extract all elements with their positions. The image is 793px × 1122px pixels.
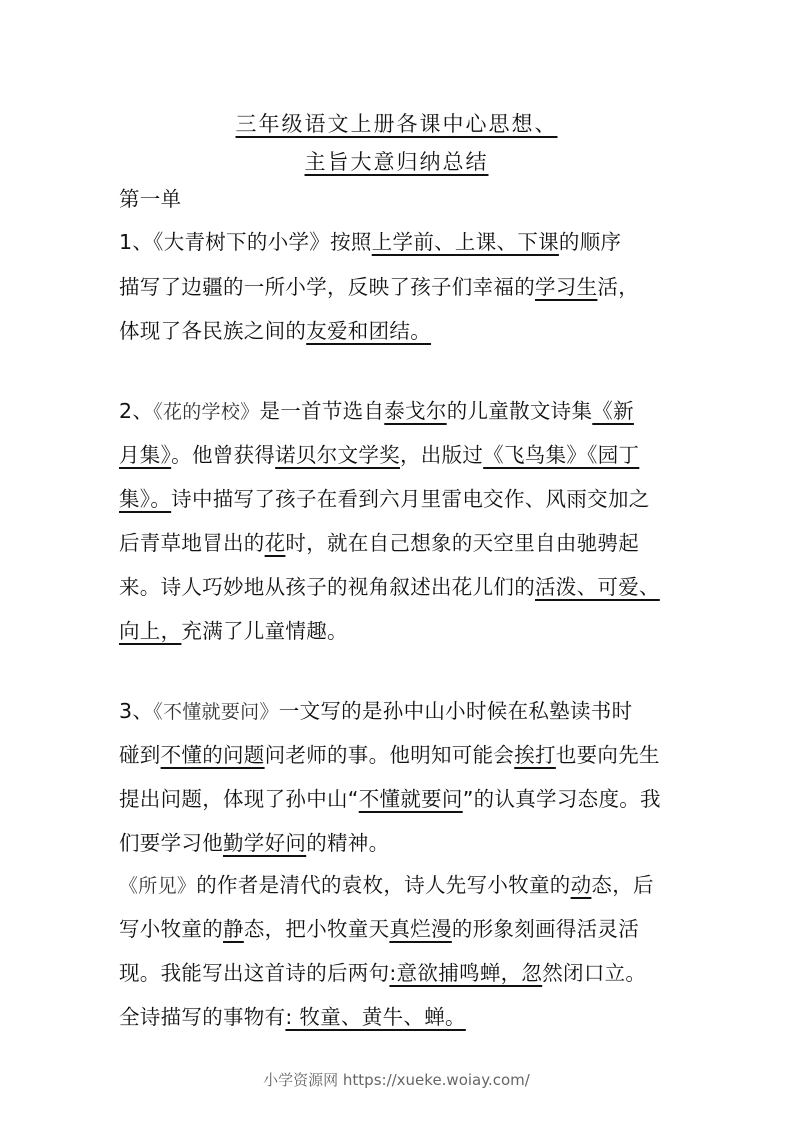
underlined-text: 活泼、可爱、 xyxy=(535,575,660,599)
text-segment: 的精神。 xyxy=(306,831,390,855)
text-segment: 的顺序 xyxy=(558,230,622,254)
text-line xyxy=(119,228,679,256)
title-text-2: 主旨大意归纳总结 xyxy=(304,150,489,174)
text-line xyxy=(119,397,679,426)
text-segment: 后青草地冒出的 xyxy=(119,531,265,555)
text-line xyxy=(119,871,679,900)
text-segment: 一文写的是孙中山小时候在私塾读书时 xyxy=(278,699,633,723)
text-line xyxy=(119,617,679,645)
text-segment: ，出版过 xyxy=(399,443,484,467)
underlined-text: 诺贝尔文学奖 xyxy=(275,443,400,467)
text-segment: 《花的学校》 xyxy=(153,401,260,423)
text-segment: 2、 xyxy=(119,399,154,423)
footer-watermark: 小学资源网 https://xueke.woiay.com/ xyxy=(263,1071,530,1089)
section-heading: 第一单 xyxy=(119,187,182,211)
text-line xyxy=(119,573,679,601)
underlined-text: 动 xyxy=(570,873,592,897)
text-line xyxy=(119,915,679,943)
title-line-1 xyxy=(0,108,793,138)
title-line-2 xyxy=(0,146,793,176)
text-segment: 然闭口立。 xyxy=(542,961,647,985)
text-segment: 的儿童散文诗集 xyxy=(446,399,593,423)
text-line xyxy=(119,317,679,345)
text-line xyxy=(119,1003,679,1031)
text-line xyxy=(119,697,679,726)
text-line xyxy=(119,529,679,557)
text-line xyxy=(119,829,679,857)
text-segment: 《不懂就要问》 xyxy=(153,701,279,723)
text-segment: 描写了边疆的一所小学，反映了孩子们幸福的 xyxy=(119,275,535,299)
title-text-1: 三年级语文上册各课中心思想、 xyxy=(235,112,558,136)
text-segment: 态，后 xyxy=(591,873,654,897)
underlined-text: 集》。 xyxy=(119,487,172,511)
text-segment: 3、 xyxy=(119,699,154,723)
underlined-text: 向上， xyxy=(119,619,182,643)
underlined-text: 上学前、上课、下课 xyxy=(371,230,559,254)
underlined-text: : 牧童、黄牛、蝉。 xyxy=(285,1005,466,1029)
text-segment: 是一首节选自 xyxy=(259,399,385,423)
text-segment: 全诗描写的事物有 xyxy=(119,1005,286,1029)
text-segment: 现。我能写出这首诗的后两句 xyxy=(119,961,390,985)
text-segment: 碰到 xyxy=(119,743,161,767)
text-segment: 。他曾获得 xyxy=(171,443,276,467)
underlined-text: 学习生 xyxy=(535,275,598,299)
text-line xyxy=(119,741,679,769)
text-segment: 问老师的事。他明知可能会 xyxy=(264,743,515,767)
text-line xyxy=(119,273,679,301)
text-segment: 来。诗人巧妙地从孩子的视角叙述出花儿们的 xyxy=(119,575,535,599)
text-segment: 的作者是清代的袁枚，诗人先写小牧童的 xyxy=(196,873,571,897)
text-segment: 的形象刻画得活灵活 xyxy=(451,917,640,941)
text-line xyxy=(119,485,679,513)
underlined-text: 静 xyxy=(223,917,244,941)
underlined-text: 《新 xyxy=(592,399,634,423)
underlined-text: 不懂就要问 xyxy=(358,787,463,811)
underlined-text: 月集》 xyxy=(119,443,172,467)
text-segment: 《所见》 xyxy=(119,875,197,897)
text-segment: 时，就在自己想象的天空里自由驰骋起 xyxy=(285,531,640,555)
underlined-text: 泰戈尔 xyxy=(384,399,447,423)
underlined-text: 真烂漫 xyxy=(389,917,452,941)
underlined-text: 挨打 xyxy=(514,743,556,767)
text-segment: 活， xyxy=(597,275,640,299)
text-segment: 1、 xyxy=(119,230,154,254)
text-segment: 态，把小牧童天 xyxy=(243,917,390,941)
text-segment: 们要学习他 xyxy=(119,831,223,855)
text-line xyxy=(119,441,679,469)
text-segment: 写小牧童的 xyxy=(119,917,223,941)
text-segment: ”的认真学习态度。我 xyxy=(462,787,661,811)
text-segment: 诗中描写了孩子在看到六月里雷电交作、风雨交加之 xyxy=(171,487,650,511)
text-segment: 《大青树下的小学》按照 xyxy=(153,230,372,254)
underlined-text: 不懂的问题 xyxy=(160,743,265,767)
underlined-text: :意欲捕鸣蝉，忽 xyxy=(389,961,543,985)
underlined-text: 花 xyxy=(264,531,286,555)
text-segment: 体现了各民族之间的 xyxy=(119,319,307,343)
underlined-text: 《飞鸟集》《园丁 xyxy=(483,443,640,467)
text-line xyxy=(119,959,679,987)
text-segment: 也要向先生 xyxy=(555,743,660,767)
text-segment: 充满了儿童情趣。 xyxy=(181,619,348,643)
text-segment: 提出问题，体现了孙中山“ xyxy=(119,787,359,811)
underlined-text: 勤学好问 xyxy=(223,831,307,855)
text-line xyxy=(119,785,679,813)
underlined-text: 友爱和团结。 xyxy=(306,319,432,343)
